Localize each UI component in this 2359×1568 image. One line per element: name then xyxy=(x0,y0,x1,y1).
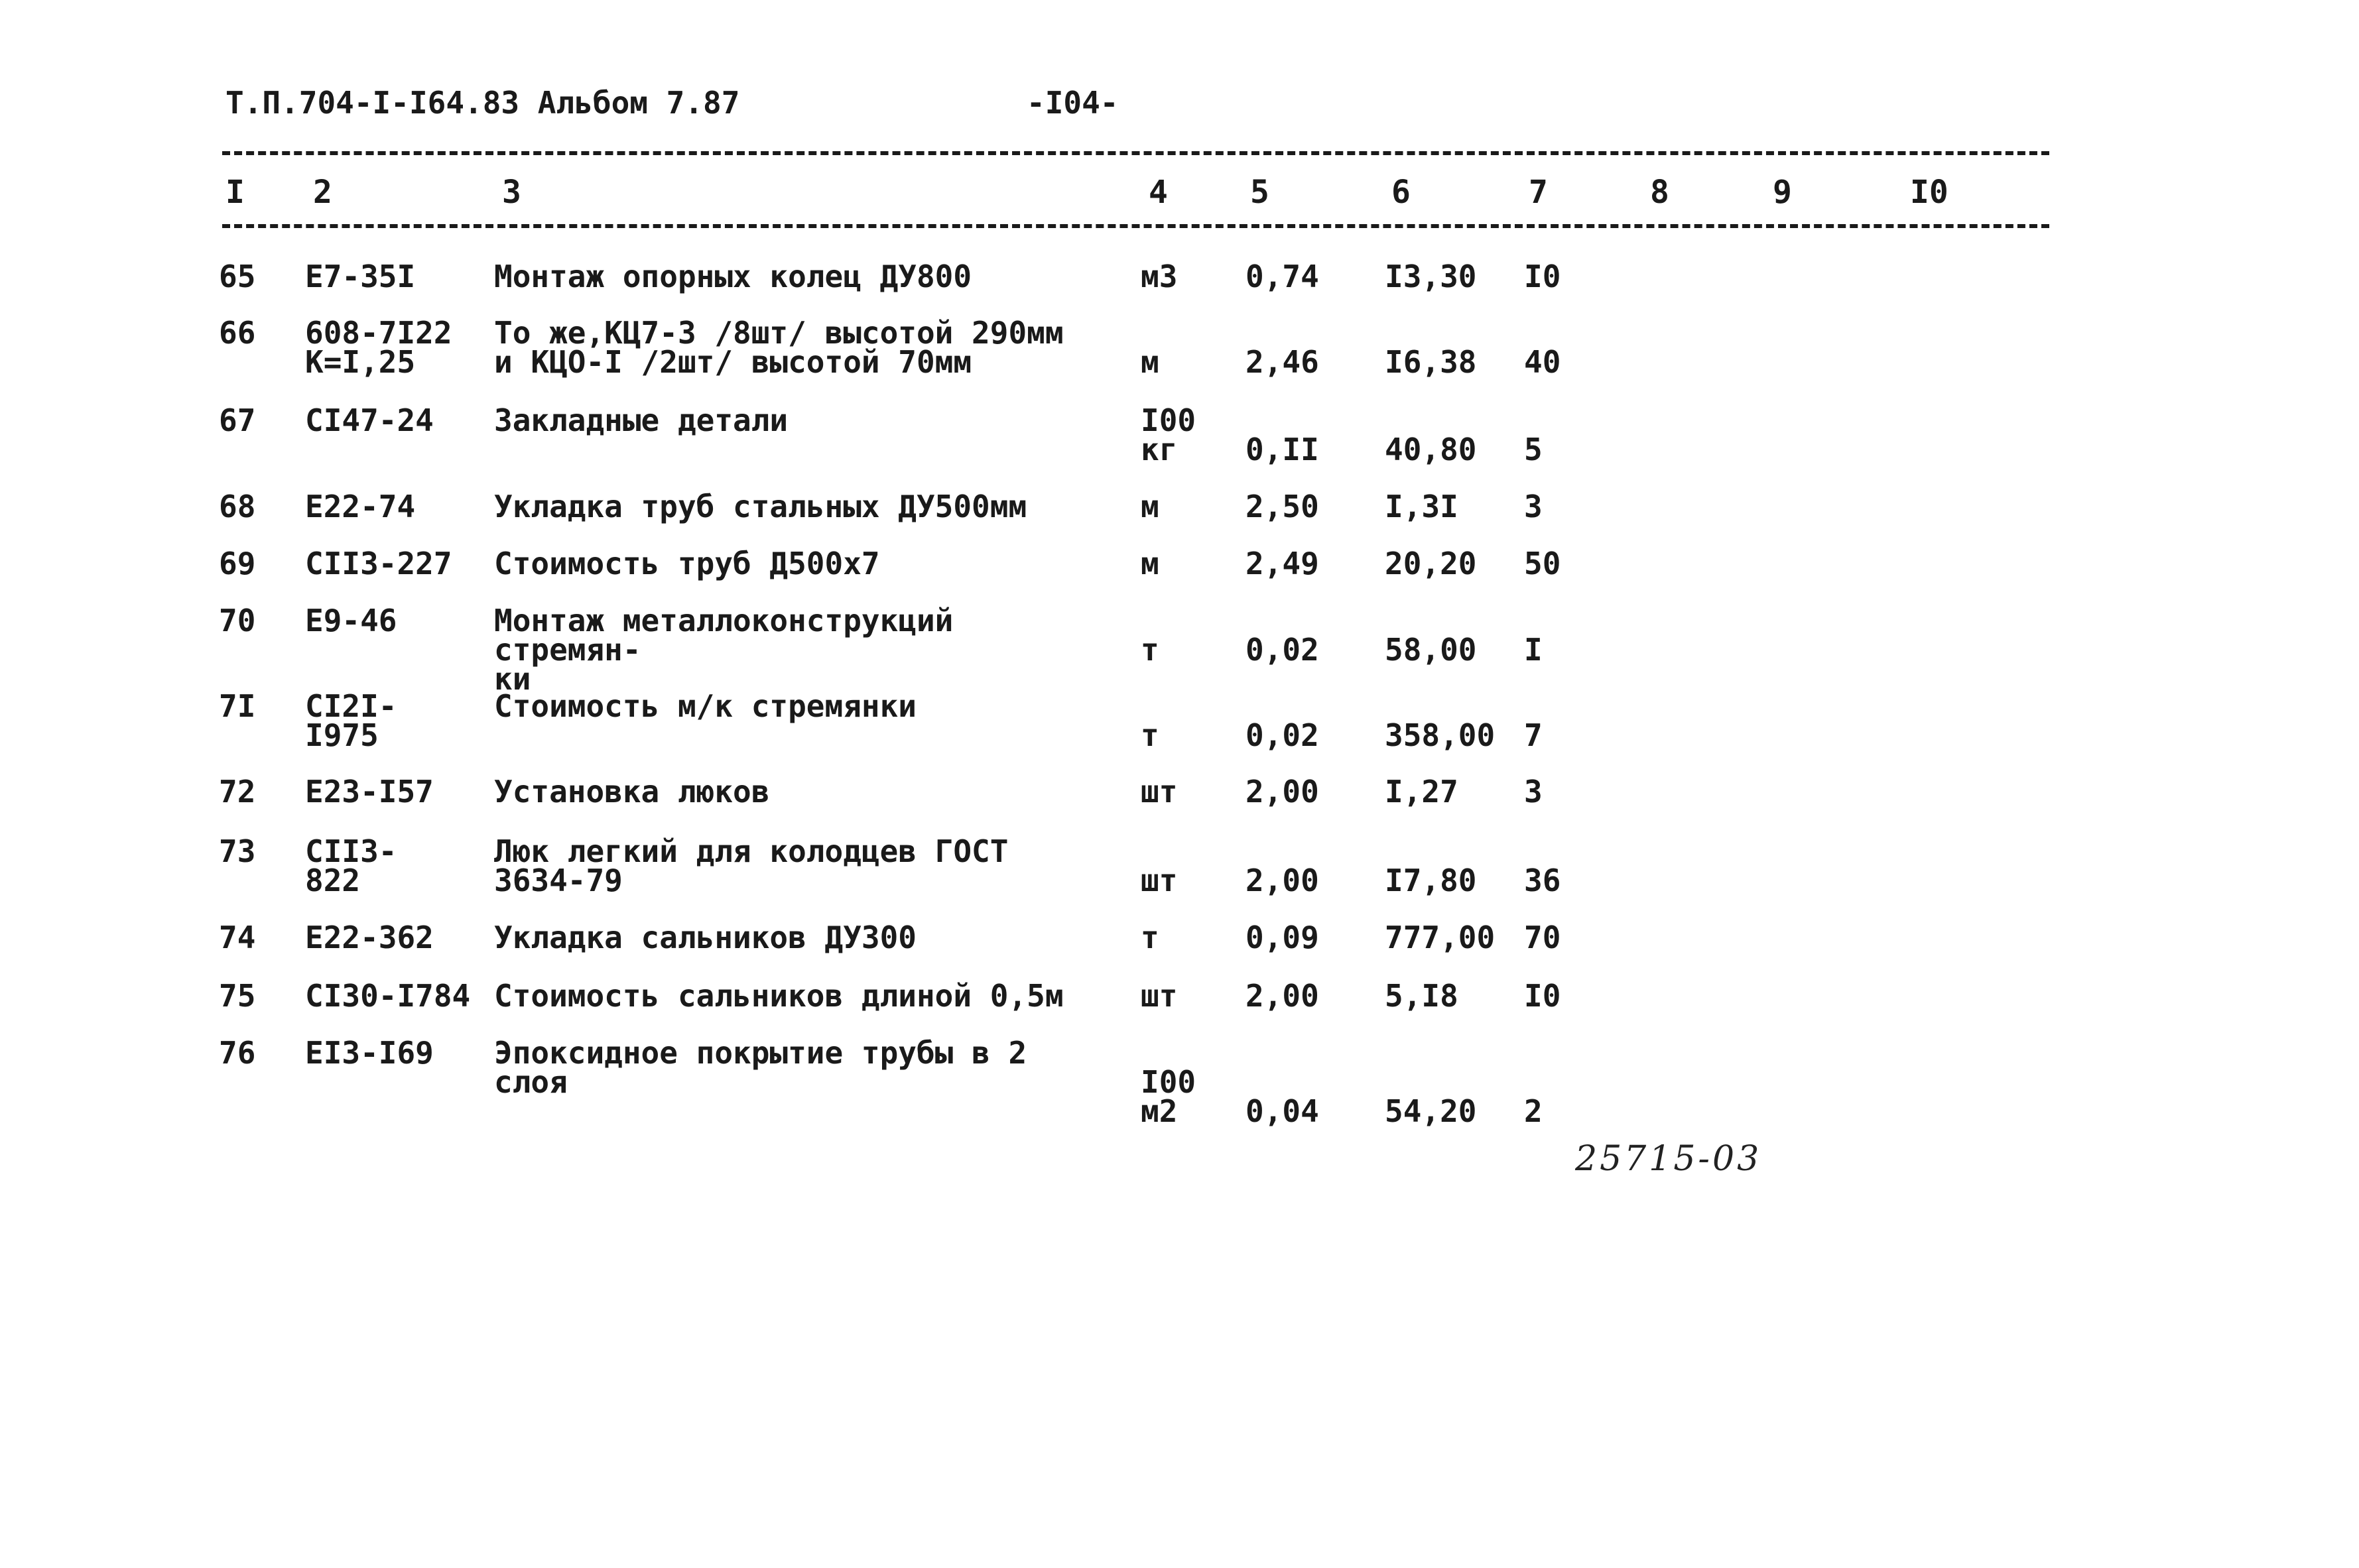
row-total: 3 xyxy=(1524,774,1543,810)
row-code: СI30-I784 xyxy=(305,978,471,1014)
row-name: Закладные детали xyxy=(494,402,789,438)
row-total: 5 xyxy=(1524,432,1543,467)
row-name: Люк легкий для колодцев ГОСТ 3634-79 xyxy=(494,833,1009,898)
column-header-7: 7 xyxy=(1529,174,1548,211)
row-number: 69 xyxy=(219,546,256,581)
row-quantity: 2,46 xyxy=(1245,344,1319,380)
row-quantity: 2,00 xyxy=(1245,774,1319,810)
row-name: Эпоксидное покрытие трубы в 2 слоя xyxy=(494,1035,1027,1100)
row-name: То же,КЦ7-3 /8шт/ высотой 290мм и КЦО-I /2шт/ высотой 70мм xyxy=(494,315,1064,380)
column-header-5: 5 xyxy=(1250,174,1269,211)
row-price: I7,80 xyxy=(1385,863,1477,898)
row-code: СI47-24 xyxy=(305,402,434,438)
row-code: СI2I- I975 xyxy=(305,688,397,753)
page-number: -I04- xyxy=(1027,85,1119,121)
row-code: 608-7I22 К=I,25 xyxy=(305,315,452,380)
row-unit: т xyxy=(1141,717,1159,753)
row-quantity: 2,00 xyxy=(1245,863,1319,898)
row-code: Е7-35I xyxy=(305,259,416,294)
row-name: Стоимость м/к стремянки xyxy=(494,688,917,724)
row-total: 36 xyxy=(1524,863,1561,898)
row-number: 7I xyxy=(219,688,256,724)
row-name: Установка люков xyxy=(494,774,770,810)
row-unit: шт xyxy=(1141,863,1178,898)
row-number: 70 xyxy=(219,603,256,638)
row-code: Е22-362 xyxy=(305,920,434,955)
row-name: Монтаж опорных колец ДУ800 xyxy=(494,259,972,294)
row-number: 67 xyxy=(219,402,256,438)
row-name: Стоимость труб Д500х7 xyxy=(494,546,880,581)
header-bottom-rule xyxy=(222,224,2049,228)
row-price: 358,00 xyxy=(1385,717,1496,753)
row-unit: м3 xyxy=(1141,259,1178,294)
row-unit: м xyxy=(1141,546,1159,581)
row-code: Е9-46 xyxy=(305,603,397,638)
row-number: 73 xyxy=(219,833,256,869)
row-name: Стоимость сальников длиной 0,5м xyxy=(494,978,1064,1014)
row-name: Укладка сальников ДУ300 xyxy=(494,920,917,955)
column-header-8: 8 xyxy=(1650,174,1669,211)
row-price: I,27 xyxy=(1385,774,1458,810)
row-total: I xyxy=(1524,632,1543,668)
row-total: 3 xyxy=(1524,489,1543,524)
row-total: 40 xyxy=(1524,344,1561,380)
row-unit: I00 м2 xyxy=(1141,1064,1196,1129)
column-header-9: 9 xyxy=(1773,174,1792,211)
row-code: Е23-I57 xyxy=(305,774,434,810)
column-header-1: I xyxy=(225,174,245,211)
row-total: 70 xyxy=(1524,920,1561,955)
header-top-rule xyxy=(222,151,2049,155)
row-number: 74 xyxy=(219,920,256,955)
row-number: 72 xyxy=(219,774,256,810)
row-number: 75 xyxy=(219,978,256,1014)
row-unit: т xyxy=(1141,632,1159,668)
row-code: СII3- 822 xyxy=(305,833,397,898)
row-price: 777,00 xyxy=(1385,920,1496,955)
column-header-10: I0 xyxy=(1910,174,1948,211)
row-number: 68 xyxy=(219,489,256,524)
row-quantity: 0,II xyxy=(1245,432,1319,467)
row-quantity: 0,04 xyxy=(1245,1093,1319,1129)
row-quantity: 0,74 xyxy=(1245,259,1319,294)
row-total: 2 xyxy=(1524,1093,1543,1129)
handwritten-stamp-number: 25715-03 xyxy=(1575,1139,1762,1179)
row-number: 65 xyxy=(219,259,256,294)
row-unit: м xyxy=(1141,489,1159,524)
column-header-3: 3 xyxy=(502,174,521,211)
row-total: 50 xyxy=(1524,546,1561,581)
row-name: Монтаж металлоконструкций стремян- ки xyxy=(494,603,954,697)
row-price: 54,20 xyxy=(1385,1093,1477,1129)
column-header-row xyxy=(0,174,2359,213)
row-price: 58,00 xyxy=(1385,632,1477,668)
row-quantity: 2,50 xyxy=(1245,489,1319,524)
row-code: СII3-227 xyxy=(305,546,452,581)
column-header-6: 6 xyxy=(1391,174,1411,211)
row-unit: I00 кг xyxy=(1141,402,1196,467)
row-unit: м xyxy=(1141,344,1159,380)
row-quantity: 0,09 xyxy=(1245,920,1319,955)
row-number: 66 xyxy=(219,315,256,351)
row-price: I,3I xyxy=(1385,489,1458,524)
document-code: Т.П.704-I-I64.83 Альбом 7.87 xyxy=(225,85,740,121)
row-quantity: 2,49 xyxy=(1245,546,1319,581)
row-price: 20,20 xyxy=(1385,546,1477,581)
row-quantity: 0,02 xyxy=(1245,632,1319,668)
row-price: I3,30 xyxy=(1385,259,1477,294)
row-name: Укладка труб стальных ДУ500мм xyxy=(494,489,1027,524)
row-price: 40,80 xyxy=(1385,432,1477,467)
column-header-2: 2 xyxy=(313,174,332,211)
row-quantity: 0,02 xyxy=(1245,717,1319,753)
row-unit: шт xyxy=(1141,978,1178,1014)
row-code: ЕI3-I69 xyxy=(305,1035,434,1071)
row-unit: т xyxy=(1141,920,1159,955)
row-price: I6,38 xyxy=(1385,344,1477,380)
column-header-4: 4 xyxy=(1149,174,1168,211)
row-price: 5,I8 xyxy=(1385,978,1458,1014)
row-quantity: 2,00 xyxy=(1245,978,1319,1014)
row-code: Е22-74 xyxy=(305,489,416,524)
row-unit: шт xyxy=(1141,774,1178,810)
row-total: I0 xyxy=(1524,978,1561,1014)
row-number: 76 xyxy=(219,1035,256,1071)
row-total: I0 xyxy=(1524,259,1561,294)
row-total: 7 xyxy=(1524,717,1543,753)
